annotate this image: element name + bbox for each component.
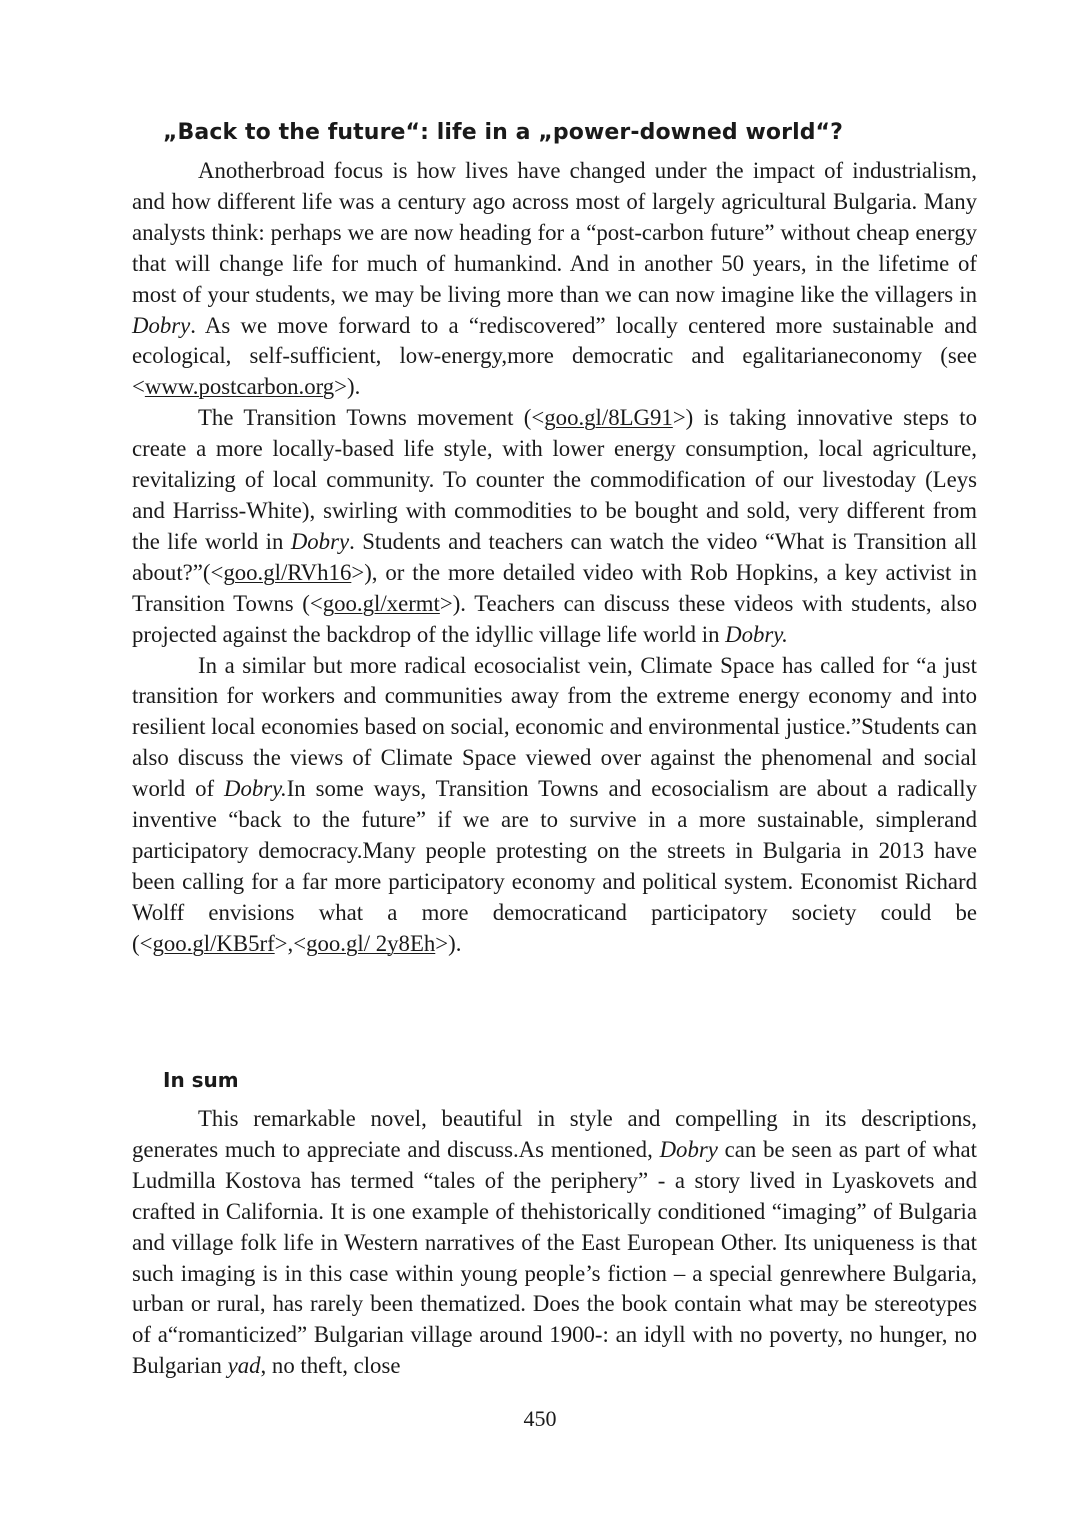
paragraph-climate-space	[132, 651, 977, 960]
link-postcarbon[interactable]: www.postcarbon.org	[144, 374, 335, 400]
text-span: This remarkable novel, beautiful in style and compelling in its descriptions, generates much to appreciate and discuss.As mentioned,	[132, 1106, 977, 1162]
link-goo-gl-xermt[interactable]: goo.gl/xermt	[322, 590, 440, 616]
text-span: can be seen as part of what Ludmilla Kostova has termed “tales of the periphery” - a story lived in Lyaskovets and crafted in California. It is one example of thehistorically conditioned “imaging” of Bulgaria and village folk life in Western narratives of the East European Other. Its uniqueness is that such imaging is in this case within young people’s fiction – a special genrewhere Bulgaria, urban or rural, has rarely been thematized. Does the book contain what may be stereotypes of a“romanticized” Bulgarian village around 1900-: an idyll with no poverty, no hunger, no Bulgarian	[132, 1136, 977, 1379]
paragraph-transition-towns	[132, 403, 977, 650]
text-span: In some ways, Transition Towns and ecosocialism are about a radically inventive “back to the future” if we are to survive in a more sustainable, simplerand participatory democracy.Many people protesting on the streets in Bulgaria in 2013 have been calling for a far more participatory economy and political system. Economist Richard Wolff envisions what a more democraticand participatory society could be (<	[132, 776, 977, 956]
text-span: >), or the more detailed video with Rob Hopkins, a key activist in Transition Towns (<	[132, 559, 977, 616]
text-span: , no theft, close	[260, 1353, 401, 1379]
text-span: >). Teachers can discuss these videos with students, also projected against the backdrop of the idyllic village life world in	[132, 590, 978, 647]
text-span: >,<	[274, 930, 307, 956]
text-span: . Students and teachers can watch the video “What is Transition all about?”(<	[132, 528, 977, 585]
text-span: >).	[435, 930, 462, 956]
paragraph-post-carbon	[132, 156, 977, 403]
book-title-italic: Dobry	[132, 312, 191, 338]
link-goo-gl-rvh16[interactable]: goo.gl/RVh16	[223, 559, 352, 585]
book-title-italic: Dobry	[659, 1136, 718, 1162]
section-heading-in-sum: In sum	[163, 1068, 239, 1092]
text-span: >) is taking innovative steps to create a more locally-based life style, with lower energy consumption, local agriculture, revitalizing of local community. To counter the commodification of our livestoday (Leys and Harriss-White), swirling with commodities to be bought and sold, very different from the life world in	[132, 405, 977, 554]
text-span: In a similar but more radical ecosocialist vein, Climate Space has called for “a just transition for workers and communities away from the extreme energy economy and into resilient local economies based on social, economic and environmental justice.”Students can also discuss the views of Climate Space viewed over against the phenomenal and social world of	[132, 652, 977, 802]
book-title-italic: Dobry.	[224, 776, 287, 802]
text-span: . As we move forward to a “rediscovered” locally centered more sustainable and ecological, self-sufficient, low-energy,more democratic and egalitarianeconomy (see <	[132, 312, 977, 400]
text-span: >).	[334, 374, 361, 400]
paragraph-in-sum	[132, 1104, 977, 1382]
section-body-in-sum	[132, 1104, 977, 1382]
book-title-italic: Dobry.	[725, 621, 788, 647]
link-goo-gl-kb5rf[interactable]: goo.gl/KB5rf	[152, 930, 275, 956]
link-goo-gl-8lg91[interactable]: goo.gl/8LG91	[544, 405, 673, 431]
book-title-italic: Dobry	[290, 528, 350, 554]
section-heading-back-to-the-future: „Back to the future“: life in a „power-downed world“?	[163, 120, 843, 145]
text-span: Anotherbroad focus is how lives have changed under the impact of industrialism, and how different life was a century ago across most of largely agricultural Bulgaria. Many analysts think: perhaps we are now heading for a “post-carbon future” without cheap energy that will change life for much of humankind. And in another 50 years, in the lifetime of most of your students, we may be living more than we can now imagine like the villagers in	[132, 158, 977, 307]
page-number: 450	[523, 1406, 557, 1431]
text-span: The Transition Towns movement (<	[198, 405, 545, 431]
link-goo-gl-2y8eh[interactable]: goo.gl/ 2y8Eh	[306, 930, 436, 956]
section-body-back-to-the-future	[132, 156, 977, 960]
word-italic-yad: yad	[227, 1353, 261, 1379]
